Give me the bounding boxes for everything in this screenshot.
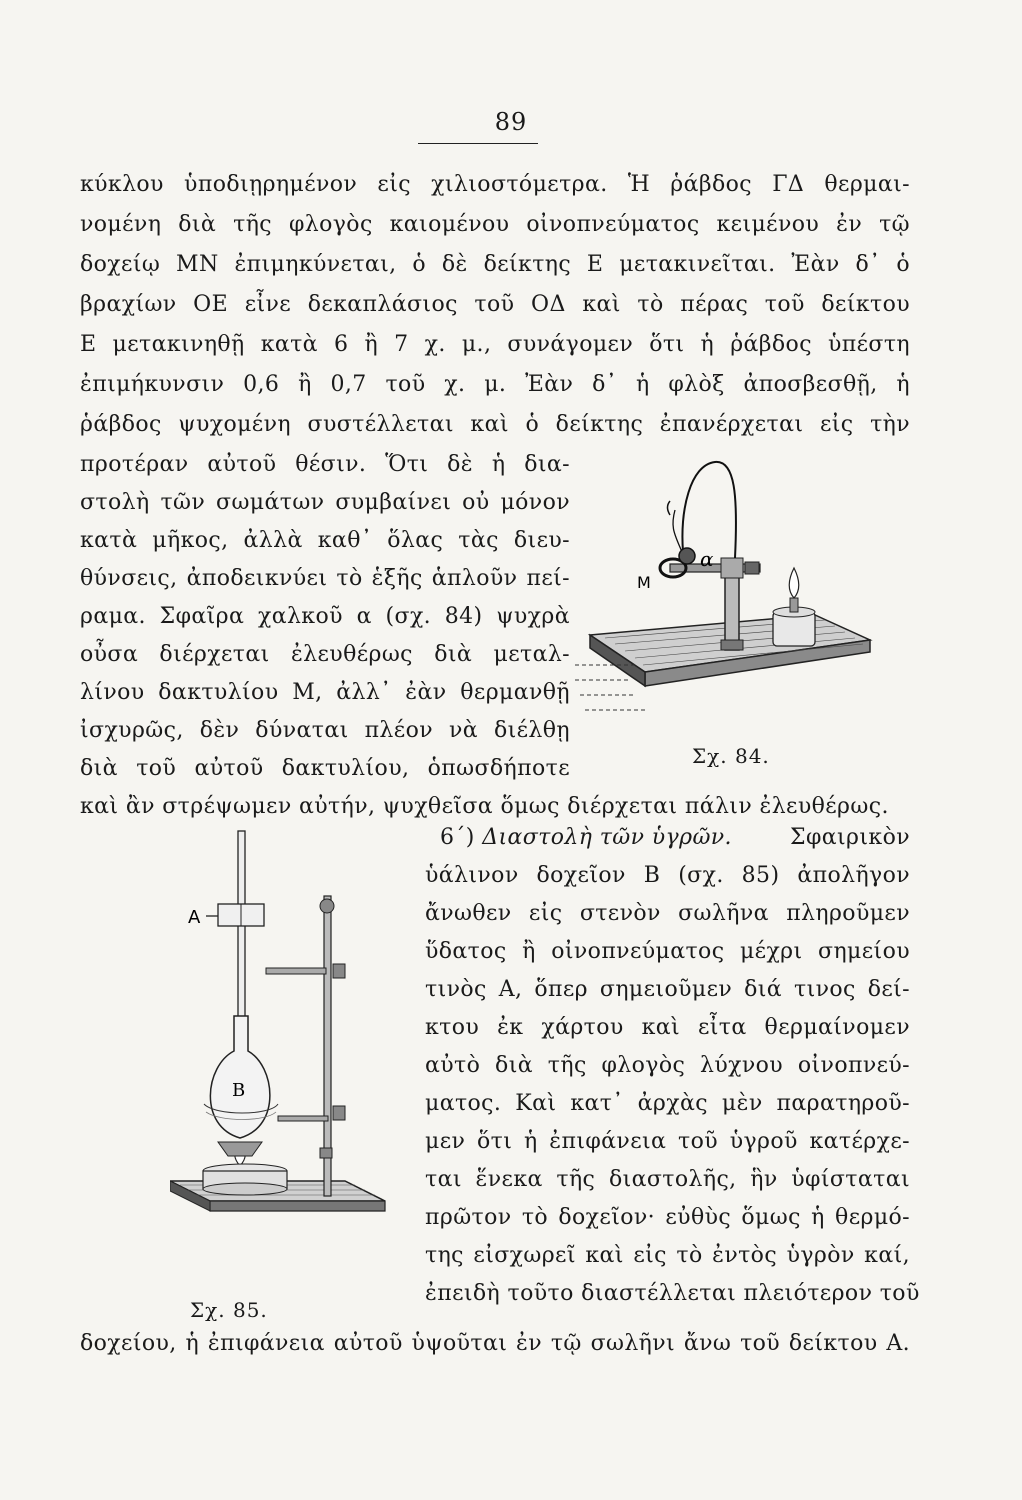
page-number-rule — [418, 143, 538, 144]
figure-84-label-ring: Μ — [637, 573, 651, 592]
text-line: ὑάλινον δοχεῖον Β (σχ. 85) ἀπολῆγον — [425, 863, 910, 888]
text-line: καὶ ἂν στρέψωμεν αὐτήν, ψυχθεῖσα ὅμως διέρχεται πάλιν ἐλευθέρως. — [80, 794, 889, 819]
text-line: δοχείῳ ΜΝ ἐπιμηκύνεται, ὁ δὲ δείκτης Ε μετακινεῖται. Ἐὰν δ᾽ ὁ — [80, 252, 910, 277]
text-line: ται ἕνεκα τῆς διαστολῆς, ἣν ὑφίσταται — [425, 1167, 910, 1192]
figure-85-flask-apparatus — [170, 826, 420, 1266]
section-heading: 6΄) Διαστολὴ τῶν ὑγρῶν. — [440, 825, 732, 850]
text-line: της εἰσχωρεῖ καὶ εἰς τὸ ἐντὸς ὑγρὸν καί, — [425, 1243, 910, 1268]
text-line: ματος. Καὶ κατ᾽ ἀρχὰς μὲν παρατηροῦ- — [425, 1091, 910, 1116]
figure-84-ball-and-ring — [575, 440, 875, 740]
text-line: οὖσα διέρχεται ἐλευθέρως διὰ μεταλ- — [80, 642, 570, 667]
text-line: Ε μετακινηθῇ κατὰ 6 ἢ 7 χ. μ., συνάγομεν ὅτι ἡ ῥάβδος ὑπέστη — [80, 332, 910, 357]
text-line: πρῶτον τὸ δοχεῖον· εὐθὺς ὅμως ἡ θερμό- — [425, 1205, 910, 1230]
text-line: βραχίων ΟΕ εἶνε δεκαπλάσιος τοῦ ΟΔ καὶ τὸ πέρας τοῦ δείκτου — [80, 292, 910, 317]
text-line: δοχείου, ἡ ἐπιφάνεια αὐτοῦ ὑψοῦται ἐν τῷ σωλῆνι ἄνω τοῦ δείκτου Α. — [80, 1331, 910, 1356]
text-line: ἄνωθεν εἰς στενὸν σωλῆνα πληροῦμεν — [425, 901, 910, 926]
text-line: κτου ἐκ χάρτου καὶ εἶτα θερμαίνομεν — [425, 1015, 910, 1040]
text-line: ραμα. Σφαῖρα χαλκοῦ α (σχ. 84) ψυχρὰ — [80, 604, 570, 629]
text-line: στολὴ τῶν σωμάτων συμβαίνει οὐ μόνον — [80, 490, 570, 515]
text-line: νομένη διὰ τῆς φλογὸς καιομένου οἰνοπνεύματος κειμένου ἐν τῷ — [80, 212, 910, 237]
text-line: ὕδατος ἢ οἰνοπνεύματος μέχρι σημείου — [425, 939, 910, 964]
figure-85-caption: Σχ. 85. — [190, 1298, 268, 1322]
text-line: ἐπιμήκυνσιν 0,6 ἢ 0,7 τοῦ χ. μ. Ἐὰν δ᾽ ἡ φλὸξ ἀποσβεσθῇ, ἡ — [80, 372, 910, 397]
text-line: θύνσεις, ἀποδεικνύει τὸ ἑξῆς ἁπλοῦν πεί- — [80, 566, 570, 591]
figure-85-label-flask: Β — [232, 1080, 246, 1101]
text-line: ῥάβδος ψυχομένη συστέλλεται καὶ ὁ δείκτης ἐπανέρχεται εἰς τὴν — [80, 412, 910, 437]
text-line: ἰσχυρῶς, δὲν δύναται πλέον νὰ διέλθῃ — [80, 718, 570, 743]
page-number: 89 — [494, 108, 528, 136]
text-line: μεν ὅτι ἡ ἐπιφάνεια τοῦ ὑγροῦ κατέρχε- — [425, 1129, 910, 1154]
text-line: αὐτὸ διὰ τῆς φλογὸς λύχνου οἰνοπνεύ- — [425, 1053, 910, 1078]
figure-85-label-marker: Α — [188, 907, 201, 928]
text-line: κύκλου ὑποδιῃρημένον εἰς χιλιοστόμετρα. Ἡ ῥάβδος ΓΔ θερμαι- — [80, 172, 910, 197]
figure-84-caption: Σχ. 84. — [692, 744, 770, 768]
text-line: προτέραν αὐτοῦ θέσιν. Ὅτι δὲ ἡ δια- — [80, 452, 570, 477]
text-line: τινὸς Α, ὅπερ σημειοῦμεν διά τινος δεί- — [425, 977, 910, 1002]
figure-84-label-sphere: α — [700, 547, 714, 571]
text-line: ἐπειδὴ τοῦτο διαστέλλεται πλειότερον τοῦ — [425, 1281, 920, 1306]
text-line: διὰ τοῦ αὐτοῦ δακτυλίου, ὁπωσδήποτε — [80, 756, 570, 781]
text-line: Σφαιρικὸν — [790, 825, 910, 850]
text-line: κατὰ μῆκος, ἀλλὰ καθ᾽ ὅλας τὰς διευ- — [80, 528, 570, 553]
text-line: λίνου δακτυλίου Μ, ἀλλ᾽ ἐὰν θερμανθῇ — [80, 680, 570, 705]
